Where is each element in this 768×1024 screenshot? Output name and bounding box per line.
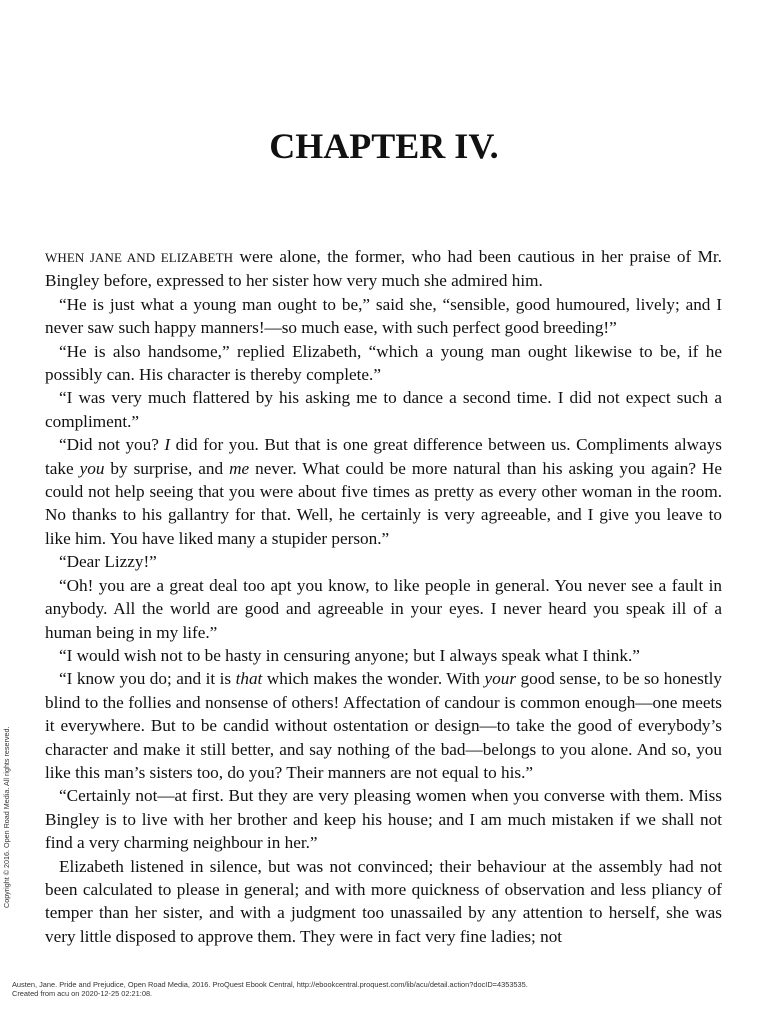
text-run: Elizabeth listened in silence, but was not convinced; their behaviour at the assembly had not been calculated to please in general; and with more quickness of observation and less pliancy of temper than her sister, and with a judgment too unassailed by any attention to herself, she was very little disposed to approve them. They were in fact very fine ladies; not bbox=[45, 856, 722, 946]
text-run: “I know you do; and it is bbox=[59, 669, 236, 689]
text-run: “Oh! you are a great deal too apt you know, to like people in general. You never see a fault in anybody. All the world are good and agreeable in your eyes. I never heard you speak ill of a human being in my life.” bbox=[45, 575, 722, 642]
paragraph bbox=[45, 340, 722, 387]
emphasis-text: you bbox=[79, 458, 105, 478]
paragraph bbox=[45, 784, 722, 854]
created-line: Created from acu on 2020-12-25 02:21:08. bbox=[12, 989, 153, 998]
text-run: “He is just what a young man ought to be,” said she, “sensible, good humoured, lively; and I never saw such happy manners!—so much ease, with such perfect good breeding!” bbox=[45, 294, 722, 338]
paragraph bbox=[45, 433, 722, 550]
text-run: “I was very much flattered by his asking me to dance a second time. I did not expect such a compliment.” bbox=[45, 388, 722, 431]
paragraph bbox=[45, 550, 722, 573]
paragraph bbox=[45, 855, 722, 949]
paragraph bbox=[45, 667, 722, 784]
emphasis-text: that bbox=[235, 669, 263, 689]
text-run: “Did not you? bbox=[59, 435, 165, 455]
text-run: “Certainly not—at first. But they are very pleasing women when you converse with them. Miss Bingley is to live with her brother and keep his house; and I am much mistaken if we shall not find a very charming neighbour in her.” bbox=[45, 786, 722, 853]
text-run: “Dear Lizzy!” bbox=[59, 552, 157, 572]
text-run: which makes the wonder. With bbox=[262, 669, 485, 689]
text-run: did for you. But that is one great difference between us. Compliments always take bbox=[45, 435, 722, 478]
text-run: “I would wish not to be hasty in censuring anyone; but I always speak what I think.” bbox=[59, 645, 640, 665]
emphasis-text: your bbox=[484, 669, 517, 689]
text-run: good sense, to be so honestly blind to the follies and nonsense of others! Affectation of candour is common enough—one meets it everywhere. But to be candid without ostentation or design—to take the good of everybody’s character and make it still better, and say nothing of the bad—belongs to you alone. And so, you like this man’s sisters too, do you? Their manners are not equal to his.” bbox=[45, 669, 723, 782]
paragraph bbox=[45, 245, 722, 293]
chapter-title: CHAPTER IV. bbox=[269, 126, 499, 166]
copyright-notice: Copyright © 2016. Open Road Media. All rights reserved. bbox=[2, 726, 11, 908]
text-run: by surprise, and bbox=[104, 458, 230, 478]
text-run: “He is also handsome,” replied Elizabeth, “which a young man ought likewise to be, if he possibly can. His character is thereby complete.” bbox=[45, 341, 722, 385]
small-caps-lead: WHEN JANE AND ELIZABETH bbox=[45, 250, 234, 265]
text-run: never. What could be more natural than his asking you again? He could not help seeing that you were about five times as pretty as every other woman in the room. No thanks to his gallantry for that. Well, he certainly is very agreeable, and I give you leave to like him. You have liked many a stupider person.” bbox=[45, 458, 722, 548]
citation-line: Austen, Jane. Pride and Prejudice, Open Road Media, 2016. ProQuest Ebook Central, http://ebookcentral.proquest.com/lib/acu/detail.action?docID=4353535. bbox=[12, 980, 528, 989]
emphasis-text: me bbox=[229, 458, 250, 478]
emphasis-text: I bbox=[164, 435, 171, 455]
page-footer bbox=[12, 980, 752, 998]
paragraph bbox=[45, 644, 722, 667]
text-run: were alone, the former, who had been cautious in her praise of Mr. Bingley before, expressed to her sister how very much she admired him. bbox=[45, 247, 722, 291]
chapter-body bbox=[45, 245, 722, 948]
paragraph bbox=[45, 386, 722, 433]
paragraph bbox=[45, 574, 722, 644]
paragraph bbox=[45, 293, 722, 340]
